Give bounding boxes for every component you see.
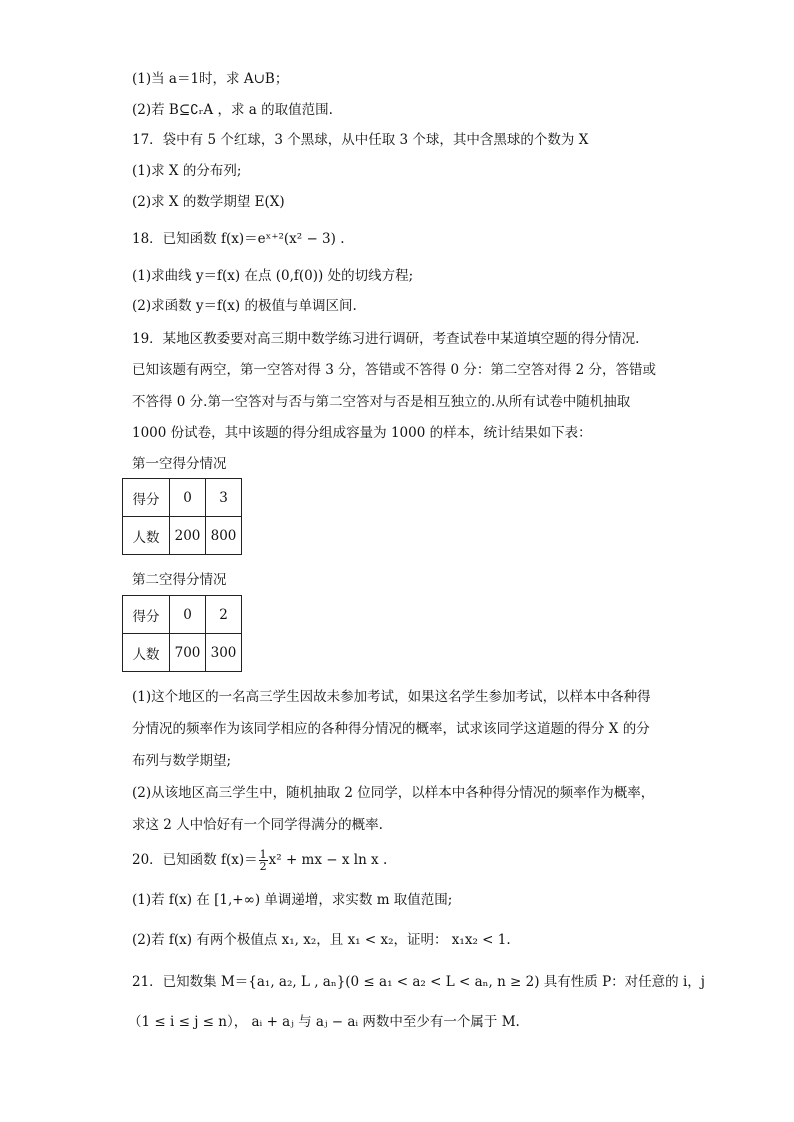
q17-part1: (1)求 X 的分布列; bbox=[132, 163, 242, 179]
q19-stem-line4: 1000 份试卷，其中该题的得分组成容量为 1000 的样本，统计结果如下表： bbox=[132, 425, 592, 441]
table-cell: 800 bbox=[206, 517, 242, 555]
table-cell: 3 bbox=[206, 479, 242, 517]
table-cell: 2 bbox=[206, 596, 242, 634]
q18-stem: 18．已知函数 f(x)＝eˣ⁺²(x² − 3) . bbox=[132, 231, 345, 247]
table-cell: 得分 bbox=[123, 596, 170, 634]
table-row bbox=[123, 596, 242, 634]
fraction-one-half bbox=[259, 849, 268, 872]
table-cell: 0 bbox=[170, 596, 206, 634]
table-row bbox=[123, 479, 242, 517]
q19-part2-line1: (2)从该地区高三学生中，随机抽取 2 位同学，以样本中各种得分情况的频率作为概率， bbox=[132, 785, 655, 801]
table-cell: 700 bbox=[170, 634, 206, 672]
q20-prefix: 20．已知函数 f(x)＝ bbox=[132, 852, 258, 868]
table-cell: 得分 bbox=[123, 479, 170, 517]
q19-stem-line1: 19．某地区教委要对高三期中数学练习进行调研，考查试卷中某道填空题的得分情况. bbox=[132, 331, 640, 347]
q19-part1-line2: 分情况的频率作为该同学相应的各种得分情况的概率，试求该同学这道题的得分 X 的分 bbox=[132, 721, 650, 737]
q20-suffix: x² + mx − x ln x . bbox=[268, 852, 388, 868]
table-row bbox=[123, 517, 242, 555]
q21-stem-line2: （1 ≤ i ≤ j ≤ n）， aᵢ + aⱼ 与 aⱼ − aᵢ 两数中至少有一个属于 M. bbox=[128, 1014, 520, 1030]
table2-title: 第二空得分情况 bbox=[132, 572, 227, 588]
table-cell: 300 bbox=[206, 634, 242, 672]
q17-part2: (2)求 X 的数学期望 E(X) bbox=[132, 194, 285, 210]
q19-part1-line1: (1)这个地区的一名高三学生因故未参加考试，如果这名学生参加考试，以样本中各种得 bbox=[132, 689, 651, 705]
q18-part1: (1)求曲线 y＝f(x) 在点 (0,f(0)) 处的切线方程; bbox=[132, 268, 414, 284]
table-cell: 0 bbox=[170, 479, 206, 517]
table-first-blank bbox=[122, 478, 242, 555]
q18-part2: (2)求函数 y＝f(x) 的极值与单调区间. bbox=[132, 298, 357, 314]
q20-stem bbox=[132, 849, 387, 872]
table-cell: 人数 bbox=[123, 634, 170, 672]
q17-stem: 17．袋中有 5 个红球，3 个黑球，从中任取 3 个球，其中含黑球的个数为 X bbox=[132, 132, 589, 148]
table-second-blank bbox=[122, 595, 242, 672]
fraction-denominator: 2 bbox=[259, 860, 267, 873]
q19-part2-line2: 求这 2 人中恰好有一个同学得满分的概率. bbox=[132, 817, 383, 833]
table-cell: 200 bbox=[170, 517, 206, 555]
fraction-numerator: 1 bbox=[259, 848, 267, 861]
q19-stem-line3: 不答得 0 分.第一空答对与否与第二空答对与否是相互独立的.从所有试卷中随机抽取 bbox=[132, 394, 631, 410]
q16-part2: (2)若 B⊆∁ᵣA ，求 a 的取值范围. bbox=[132, 102, 333, 118]
table1-title: 第一空得分情况 bbox=[132, 456, 227, 472]
q21-stem-line1: 21．已知数集 M＝{a₁, a₂, L , aₙ}(0 ≤ a₁ < a₂ < L < aₙ, n ≥ 2) 具有性质 P：对任意的 i，j bbox=[132, 974, 705, 990]
table-cell: 人数 bbox=[123, 517, 170, 555]
q20-part2: (2)若 f(x) 有两个极值点 x₁, x₂，且 x₁ < x₂，证明： x₁x₂ < 1. bbox=[132, 932, 511, 948]
table-row bbox=[123, 634, 242, 672]
q19-stem-line2: 已知该题有两空，第一空答对得 3 分，答错或不答得 0 分：第二空答对得 2 分，答错或 bbox=[132, 362, 657, 378]
q16-part1: (1)当 a＝1时，求 A∪B； bbox=[132, 71, 289, 87]
q20-part1: (1)若 f(x) 在 [1,+∞) 单调递增，求实数 m 取值范围; bbox=[132, 892, 453, 908]
q19-part1-line3: 布列与数学期望; bbox=[132, 753, 232, 769]
